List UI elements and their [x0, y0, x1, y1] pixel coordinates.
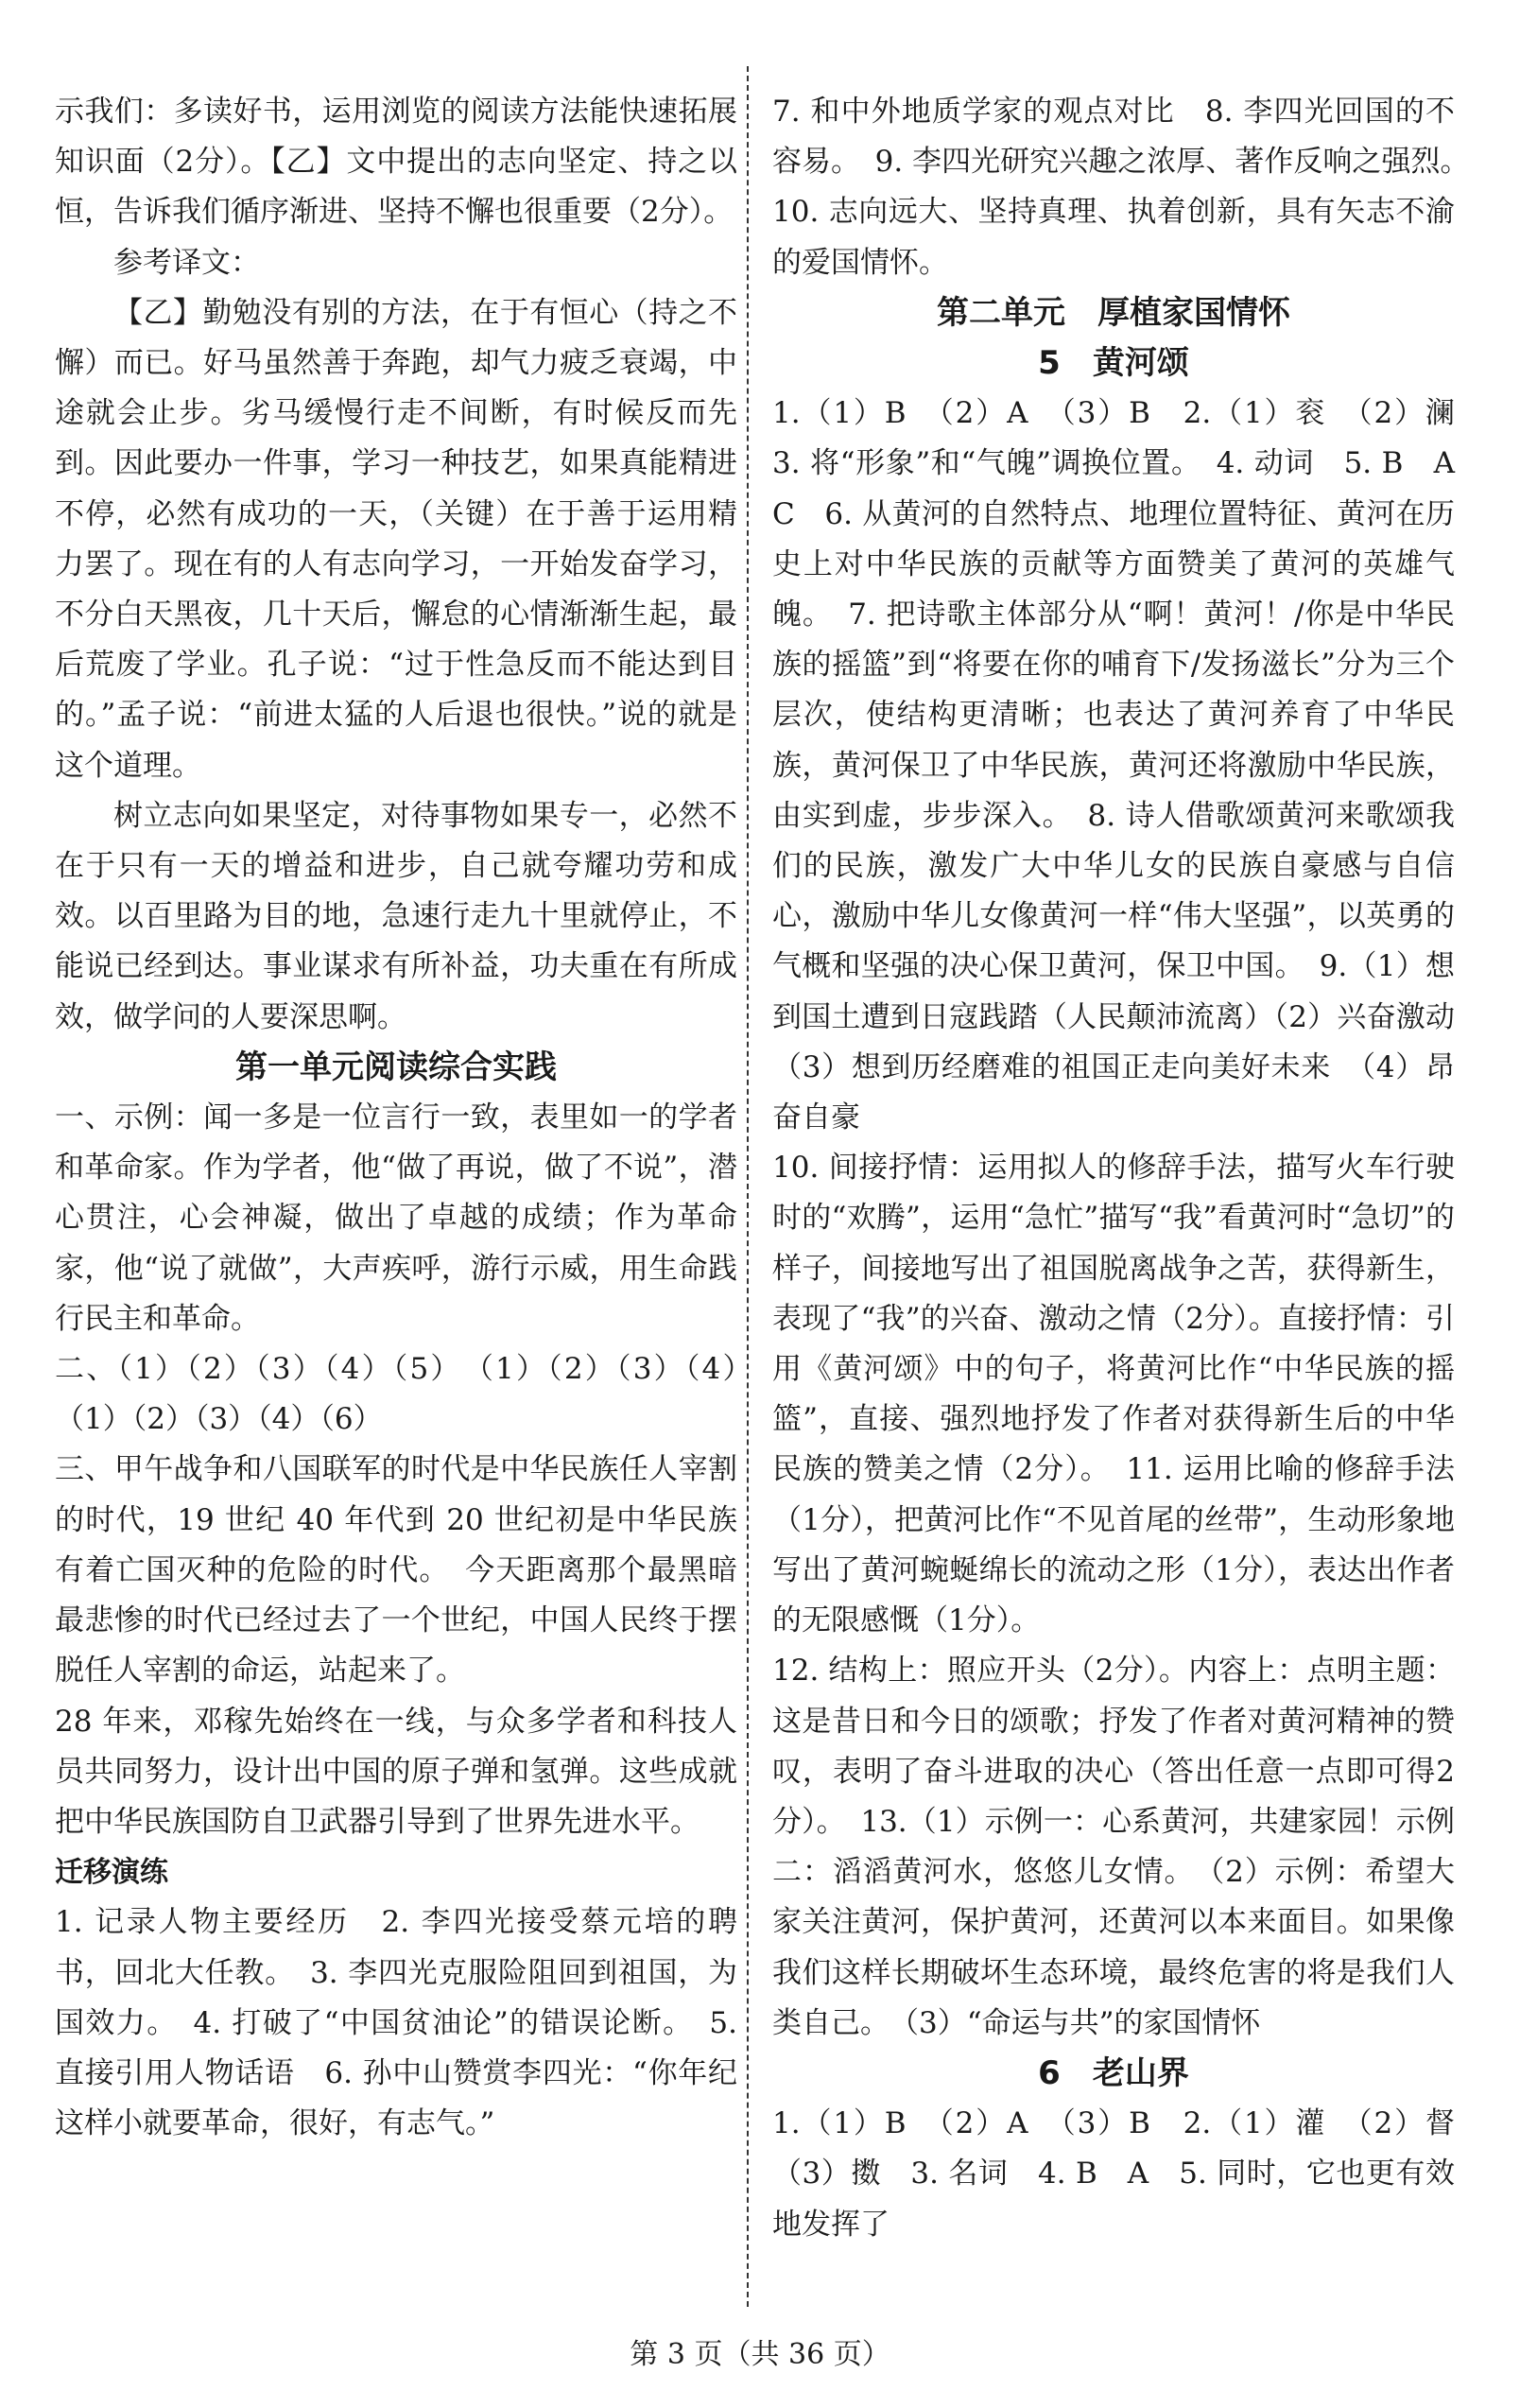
column-divider — [747, 66, 749, 2307]
paragraph: 1.（1）B （2）A （3）B 2.（1）衮 （2）澜 3. 将“形象”和“气魄”调换位置。 4. 动词 5. B A C 6. 从黄河的自然特点、地理位置特征、黄河在历史上对中华民族的贡献等方面赞美了黄河的英雄气魄。 7. 把诗歌主体部分从“啊！黄河！/你是中华民族的摇篮”到“将要在你的哺育下/发扬滋长”分为三个层次，使结构更清晰；也表达了黄河养育了中华民族，黄河保卫了中华民族，黄河还将激励中华民族，由实到虚，步步深入。 8. 诗人借歌颂黄河来歌颂我们的民族，激发广大中华儿女的民族自豪感与自信心，激励中华儿女像黄河一样“伟大坚强”，以英勇的气概和坚强的决心保卫黄河，保卫中国。 9.（1）想到国土遭到日寇践踏（人民颠沛流离）（2）兴奋激动 （3）想到历经磨难的祖国正走向美好未来 （4）昂奋自豪 — [772, 396, 1484, 1135]
paragraph: 二、（1）（2）（3）（4）（5） （1）（2）（3）（4） （1）（2）（3）（4）（6） — [55, 1352, 767, 1437]
paragraph: 树立志向如果坚定，对待事物如果专一，必然不在于只有一天的增益和进步，自己就夸耀功劳和成效。以百里路为目的地，急速行走九十里就停止，不能说已经到达。事业谋求有所补益，功夫重在有所成效，做学问的人要深思啊。 — [55, 798, 737, 1034]
page-number: 第 3 页（共 36 页） — [630, 2338, 890, 2371]
paragraph: 10. 间接抒情：运用拟人的修辞手法，描写火车行驶时的“欢腾”，运用“急忙”描写“我”看黄河时“急切”的样子，间接地写出了祖国脱离战争之苦，获得新生，表现了“我”的兴奋、激动之情（2分）。直接抒情：引用《黄河颂》中的句子，将黄河比作“中华民族的摇篮”，直接、强烈地抒发了作者对获得新生后的中华民族的赞美之情（2分）。 11. 运用比喻的修辞手法（1分），把黄河比作“不见首尾的丝带”，生动形象地写出了黄河蜿蜒绵长的流动之形（1分），表达出作者的无限感慨（1分）。 — [772, 1151, 1455, 1638]
paragraph: 1.（1）B （2）A （3）B 2.（1）灌 （2）督 （3）擞 3. 名词 4. B A 5. 同时，它也更有效地发挥了 — [772, 2106, 1484, 2242]
paragraph: 7. 和中外地质学家的观点对比 8. 李四光回国的不容易。 9. 李四光研究兴趣之浓厚、著作反响之强烈。 10. 志向远大、坚持真理、执着创新，具有矢志不渝的爱国情怀。 — [772, 95, 1484, 280]
lesson-heading: 5 黄河颂 — [1038, 344, 1189, 383]
paragraph: 三、甲午战争和八国联军的时代是中华民族任人宰割的时代，19 世纪 40 年代到 20 世纪初是中华民族有着亡国灭种的危险的时代。 今天距离那个最黑暗最悲惨的时代已经过去了一个世纪，中国人民终于摆脱任人宰割的命运，站起来了。 — [55, 1452, 737, 1689]
paragraph: 示我们：多读好书，运用浏览的阅读方法能快速拓展知识面（2分）。【乙】文中提出的志向坚定、持之以恒，告诉我们循序渐进、坚持不懈也很重要（2分）。 — [55, 95, 737, 230]
section-heading: 第二单元 厚植家国情怀 — [937, 293, 1290, 332]
paragraph: 1. 记录人物主要经历 2. 李四光接受蔡元培的聘书，回北大任教。 3. 李四光克服险阻回到祖国，为国效力。 4. 打破了“中国贫油论”的错误论断。 5. 直接引用人物话语 6. 孙中山赞赏李四光：“你年纪这样小就要革命，很好，有志气。” — [55, 1905, 737, 2141]
paragraph: 12. 结构上：照应开头（2分）。内容上：点明主题：这是昔日和今日的颂歌；抒发了作者对黄河精神的赞叹，表明了奋斗进取的决心（答出任意一点即可得2分）。 13.（1）示例一：心系黄河，共建家园！示例二：滔滔黄河水，悠悠儿女情。 （2）示例：希望大家关注黄河，保护黄河，还黄河以本来面目。如果像我们这样长期破坏生态环境，最终危害的将是我们人类自己。 （3）“命运与共”的家国情怀 — [772, 1654, 1455, 2040]
right-column — [772, 87, 1484, 2250]
translation-label: 参考译文： — [113, 245, 260, 280]
lesson-heading: 6 老山界 — [1038, 2053, 1189, 2092]
left-column — [55, 87, 767, 2149]
subsection-heading: 迁移演练 — [55, 1856, 168, 1890]
paragraph: 【乙】勤勉没有别的方法，在于有恒心（持之不懈）而已。好马虽然善于奔跑，却气力疲乏衰竭，中途就会止步。劣马缓慢行走不间断，有时候反而先到。因此要办一件事，学习一种技艺，如果真能精进不停，必然有成功的一天，（关键）在于善于运用精力罢了。现在有的人有志向学习，一开始发奋学习，不分白天黑夜，几十天后，懈怠的心情渐渐生起，最后荒废了学业。孔子说：“过于性急反而不能达到目的。”孟子说：“前进太猛的人后退也很快。”说的就是这个道理。 — [55, 295, 737, 783]
paragraph: 一、示例：闻一多是一位言行一致，表里如一的学者和革命家。作为学者，他“做了再说，做了不说”，潜心贯注，心会神凝，做出了卓越的成绩；作为革命家，他“说了就做”，大声疾呼，游行示威，用生命践行民主和革命。 — [55, 1100, 737, 1336]
section-heading: 第一单元阅读综合实践 — [235, 1048, 557, 1086]
paragraph: 28 年来，邓稼先始终在一线，与众多学者和科技人员共同努力，设计出中国的原子弹和氢弹。这些成就把中华民族国防自卫武器引导到了世界先进水平。 — [55, 1704, 737, 1839]
